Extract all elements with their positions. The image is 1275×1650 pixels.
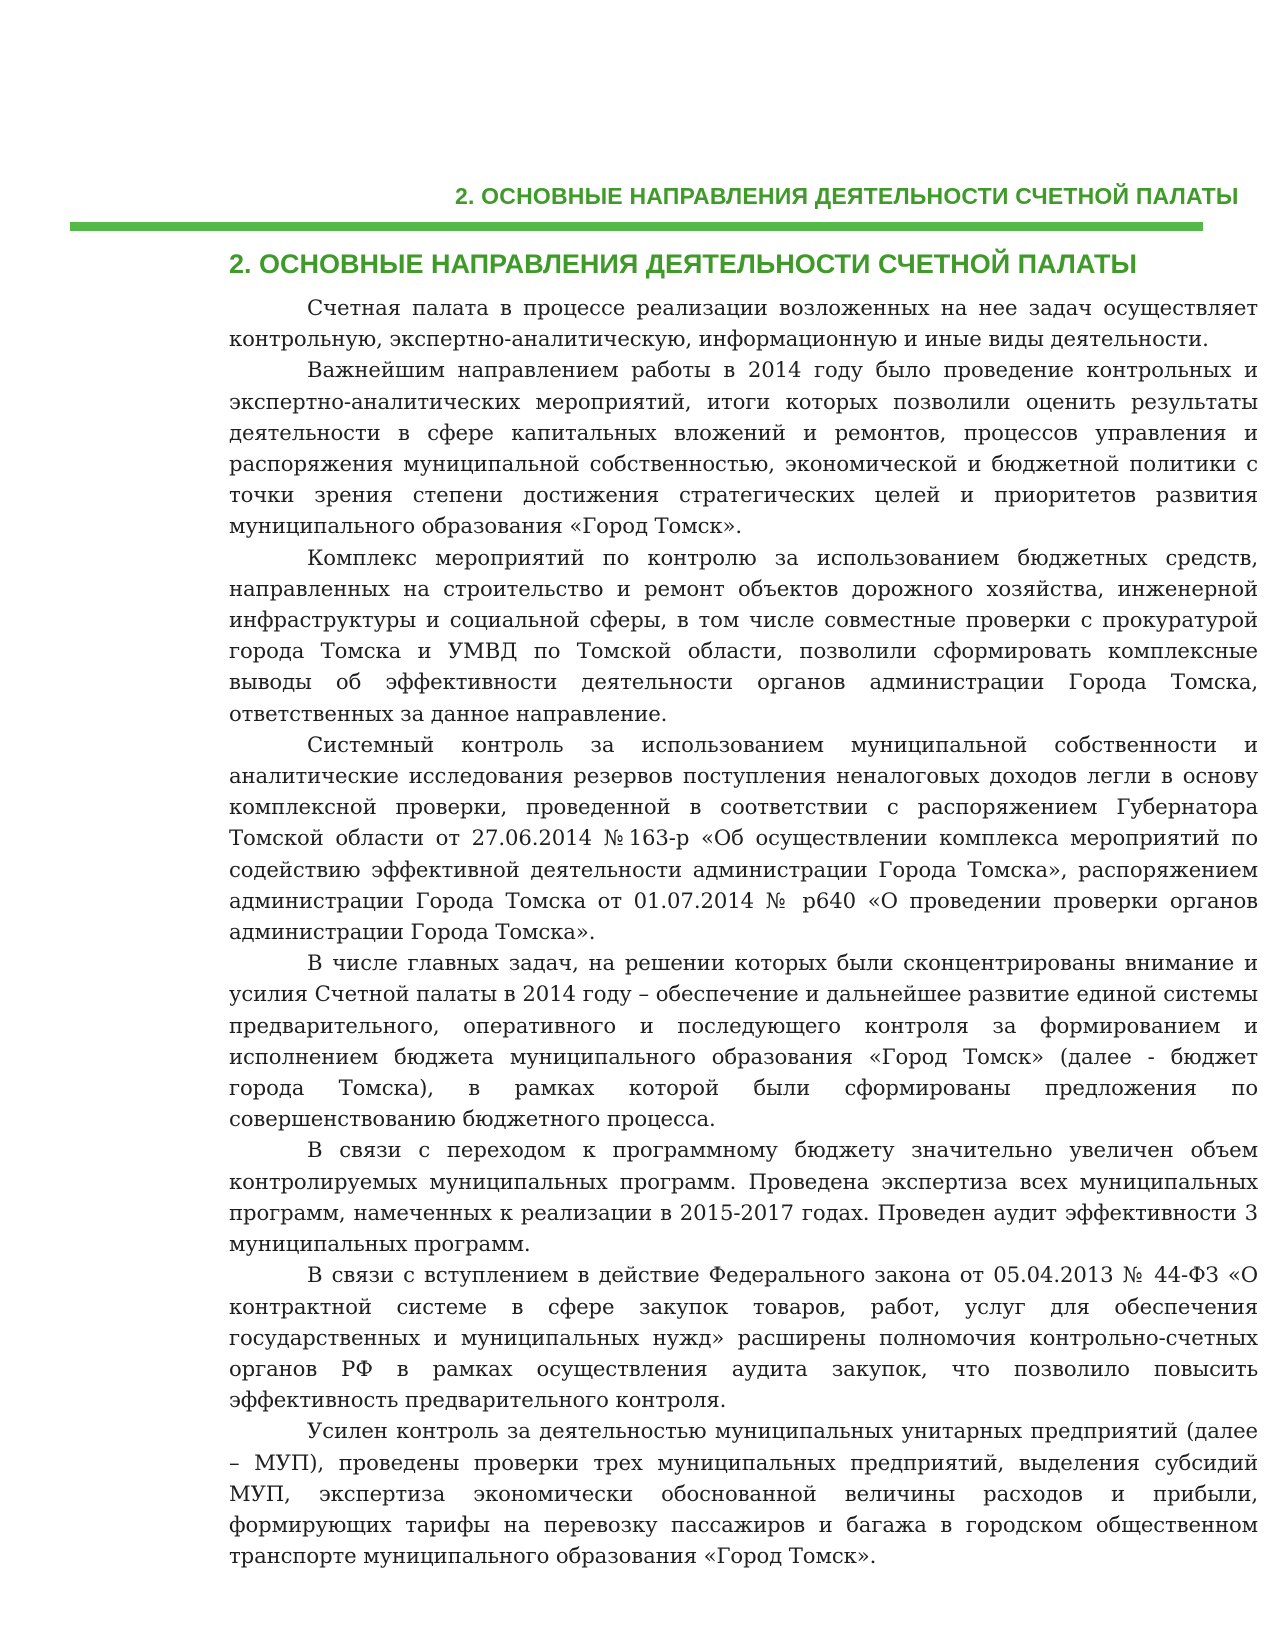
paragraph-3: Комплекс мероприятий по контролю за использованием бюджетных средств, направленных на строительство и ремонт объектов дорожного хозяйства, инженерной инфраструктуры и социальной сферы, в том числе совместные проверки с прокуратурой города Томска и УМВД по Томской области, позволили сформировать комплексные выводы об эффективности деятельности органов администрации Города Томска, ответственных за данное направление. bbox=[229, 544, 1258, 726]
paragraph-8: Усилен контроль за деятельностью муниципальных унитарных предприятий (далее – МУП), проведены проверки трех муниципальных предприятий, выделения субсидий МУП, экспертиза экономически обоснованной величины расходов и прибыли, формирующих тарифы на перевозку пассажиров и багажа в городском общественном транспорте муниципального образования «Город Томск». bbox=[229, 1418, 1258, 1569]
paragraph-4: Системный контроль за использованием муниципальной собственности и аналитические исследования резервов поступления неналоговых доходов легли в основу комплексной проверки, проведенной в соответствии с распоряжением Губернатора Томской области от 27.06.2014 №163-р «Об осуществлении комплекса мероприятий по содействию эффективной деятельности администрации Города Томска», распоряжением администрации Города Томска от 01.07.2014 № р640 «О проведении проверки органов администрации Города Томска». bbox=[229, 731, 1258, 945]
paragraph-5: В числе главных задач, на решении которых были сконцентрированы внимание и усилия Счетной палаты в 2014 году – обеспечение и дальнейшее развитие единой системы предварительного, оперативного и последующего контроля за формированием и исполнением бюджета муниципального образования «Город Томск» (далее - бюджет города Томска), в рамках которой были сформированы предложения по совершенствованию бюджетного процесса. bbox=[229, 950, 1258, 1132]
section-title: 2. ОСНОВНЫЕ НАПРАВЛЕНИЯ ДЕЯТЕЛЬНОСТИ СЧЕТНОЙ ПАЛАТЫ bbox=[229, 249, 1137, 279]
header-divider bbox=[70, 222, 1203, 231]
paragraph-6: В связи с переходом к программному бюджету значительно увеличен объем контролируемых муниципальных программ. Проведена экспертиза всех муниципальных программ, намеченных к реализации в 2015-2017 годах. Проведен аудит эффективности 3 муниципальных программ. bbox=[229, 1137, 1258, 1257]
running-header-title: 2. ОСНОВНЫЕ НАПРАВЛЕНИЯ ДЕЯТЕЛЬНОСТИ СЧЕТНОЙ ПАЛАТЫ bbox=[455, 183, 1239, 209]
paragraph-2: Важнейшим направлением работы в 2014 году было проведение контрольных и экспертно-аналитических мероприятий, итоги которых позволили оценить результаты деятельности в сфере капитальных вложений и ремонтов, процессов управления и распоряжения муниципальной собственностью, экономической и бюджетной политики с точки зрения степени достижения стратегических целей и приоритетов развития муниципального образования «Город Томск». bbox=[229, 357, 1258, 539]
paragraph-7: В связи с вступлением в действие Федерального закона от 05.04.2013 № 44-ФЗ «О контрактной системе в сфере закупок товаров, работ, услуг для обеспечения государственных и муниципальных нужд» расширены полномочия контрольно-счетных органов РФ в рамках осуществления аудита закупок, что позволило повысить эффективность предварительного контроля. bbox=[229, 1262, 1258, 1413]
paragraph-1: Счетная палата в процессе реализации возложенных на нее задач осуществляет контрольную, экспертно-аналитическую, информационную и иные виды деятельности. bbox=[229, 295, 1258, 352]
page-content bbox=[229, 246, 1258, 1571]
